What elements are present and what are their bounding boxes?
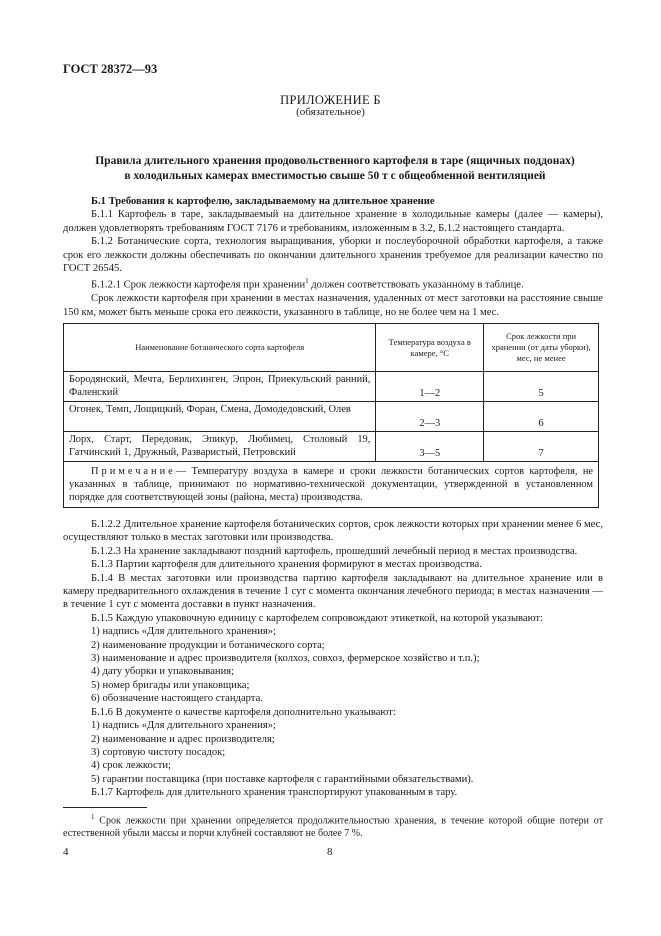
cell-temperature: 2—3 xyxy=(376,402,484,432)
note-text: — Температуру воздуха в камере и сроки лежкости ботанических сортов картофеля, не указанных в таблице, принимают по нормативно-технической документации, утвержденной в установленном порядке для соответствующей зоны (района, места) производства. xyxy=(69,466,593,503)
list-item: 3) сортовую чистоту посадок; xyxy=(91,746,226,758)
section-b1-continued xyxy=(63,518,603,800)
cell-temperature: 1—2 xyxy=(376,372,484,402)
list-item: 3) наименование и адрес производителя (колхоз, совхоз, фермерское хозяйство и т.п.); xyxy=(91,653,480,665)
list-item: 2) наименование продукции и ботанического сорта; xyxy=(91,639,325,651)
appendix-status: (обязательное) xyxy=(296,106,365,118)
paragraph-b1-2-3: Б.1.2.3 На хранение закладывают поздний картофель, прошедший лечебный период в местах производства. xyxy=(91,545,578,557)
table-note-row xyxy=(64,462,599,508)
paragraph-b1-5: Б.1.5 Каждую упаковочную единицу с картофелем сопровождают этикеткой, на которой указывают: xyxy=(91,612,543,624)
cell-temperature: 3—5 xyxy=(376,432,484,462)
paragraph-b1-6: Б.1.6 В документе о качестве картофеля дополнительно указывают: xyxy=(91,706,396,718)
section-b1-text xyxy=(63,195,603,319)
header-temperature: Температура воздуха в камере, °С xyxy=(376,324,484,372)
list-item: 1) надпись «Для длительного хранения»; xyxy=(91,626,276,638)
list-item: 1) надпись «Для длительного хранения»; xyxy=(91,720,276,732)
cell-varieties: Бородянский, Мечта, Берлихинген, Эпрон, Приекульский ранний, Фаленский xyxy=(64,372,376,402)
page-number-center: 8 xyxy=(327,846,333,858)
footnote-ref: 1 xyxy=(305,277,309,286)
storage-table xyxy=(63,323,599,508)
paragraph-b1-3: Б.1.3 Партии картофеля для длительного хранения формируют в местах производства. xyxy=(91,559,482,571)
paragraph-b1-4: Б.1.4 В местах заготовки или производства партию картофеля закладывают на длительное хранение или в камеру предварительного охлаждения в течение 1 сут с момента окончания лечебного периода; в местах назначения — в течение 1 сут с момента доставки в пункт назначения. xyxy=(63,572,603,611)
cell-varieties: Лорх, Старт, Передовик, Эпикур, Любимец, Столовый 19, Гатчинский 1, Дружный, Разваристый, Петровский xyxy=(64,432,376,462)
list-item: 6) обозначение настоящего стандарта. xyxy=(91,693,263,705)
paragraph-b1-2-2: Б.1.2.2 Длительное хранение картофеля ботанических сортов, срок лежкости которых при хранении менее 6 мес, осуществляют только в местах заготовки или производства. xyxy=(63,519,603,544)
section-b1-heading: Б.1 Требования к картофелю, закладываемому на длительное хранение xyxy=(91,196,435,207)
list-item: 4) срок лежкости; xyxy=(91,760,171,772)
note-label: Примечание xyxy=(91,466,176,477)
footnote-divider xyxy=(63,807,147,808)
paragraph-b1-2: Б.1.2 Ботанические сорта, технология выращивания, уборки и послеуборочной обработки картофеля, а также срок его лежкости должны обеспечивать по окончании длительного хранения требуемое для реализации качество по ГОСТ 26545. xyxy=(63,236,603,275)
paragraph-b1-7: Б.1.7 Картофель для длительного хранения транспортируют упакованным в тару. xyxy=(91,787,458,799)
paragraph-b1-1: Б.1.1 Картофель в таре, закладываемый на длительное хранение в холодильные камеры (далее — камеры), должен удовлетворять требованиям ГОСТ 7176 и требованиям, изложенным в 3.2, Б.1.2 настоящего стандарта. xyxy=(63,209,603,234)
page-number-left: 4 xyxy=(63,846,69,858)
paragraph-b1-2-1-end: должен соответствовать указанному в таблице. xyxy=(308,279,524,291)
document-id: ГОСТ 28372—93 xyxy=(63,62,158,76)
footnote-text: Срок лежкости при хранении определяется продолжительностью хранения, в течение которой общие потери от естественной убыли массы и порчи клубней составляют не более 7 %. xyxy=(63,815,603,840)
section-title-line2: в холодильных камерах вместимостью свыше 50 т с общеобменной вентиляцией xyxy=(124,170,546,182)
header-term: Срок лежкости при хранении (от даты уборки), мес, не менее xyxy=(484,324,599,372)
section-title-line1: Правила длительного хранения продовольственного картофеля в таре (ящичных поддонах) xyxy=(95,155,575,167)
cell-varieties: Огонек, Темп, Лощицкий, Форан, Смена, Домодедовский, Олев xyxy=(64,402,376,432)
table-note xyxy=(64,462,599,508)
header-variety: Наименование ботанического сорта картофеля xyxy=(64,324,376,372)
table-header-row xyxy=(64,324,599,372)
table-row xyxy=(64,432,599,462)
appendix-title: ПРИЛОЖЕНИЕ Б xyxy=(280,93,381,107)
table-row xyxy=(64,402,599,432)
section-title xyxy=(70,154,600,184)
paragraph-b1-2-1 xyxy=(63,275,603,292)
list-item: 4) дату уборки и упаковывания; xyxy=(91,666,235,678)
paragraph-b1-2-1-extra: Срок лежкости картофеля при хранении в местах назначения, удаленных от мест заготовки на расстояние свыше 150 км, может быть меньше срока его лежкости, указанного в таблице, но не более чем на 1 мес. xyxy=(63,293,603,318)
cell-term: 5 xyxy=(484,372,599,402)
footnote xyxy=(63,811,603,840)
cell-term: 7 xyxy=(484,432,599,462)
list-item: 5) номер бригады или упаковщика; xyxy=(91,679,250,691)
cell-term: 6 xyxy=(484,402,599,432)
list-item: 5) гарантии поставщика (при поставке картофеля с гарантийными обязательствами). xyxy=(91,773,474,785)
paragraph-b1-2-1-start: Б.1.2.1 Срок лежкости картофеля при хранении xyxy=(91,279,306,291)
table-row xyxy=(64,372,599,402)
list-item: 2) наименование и адрес производителя; xyxy=(91,733,275,745)
footnote-mark: 1 xyxy=(91,813,95,821)
